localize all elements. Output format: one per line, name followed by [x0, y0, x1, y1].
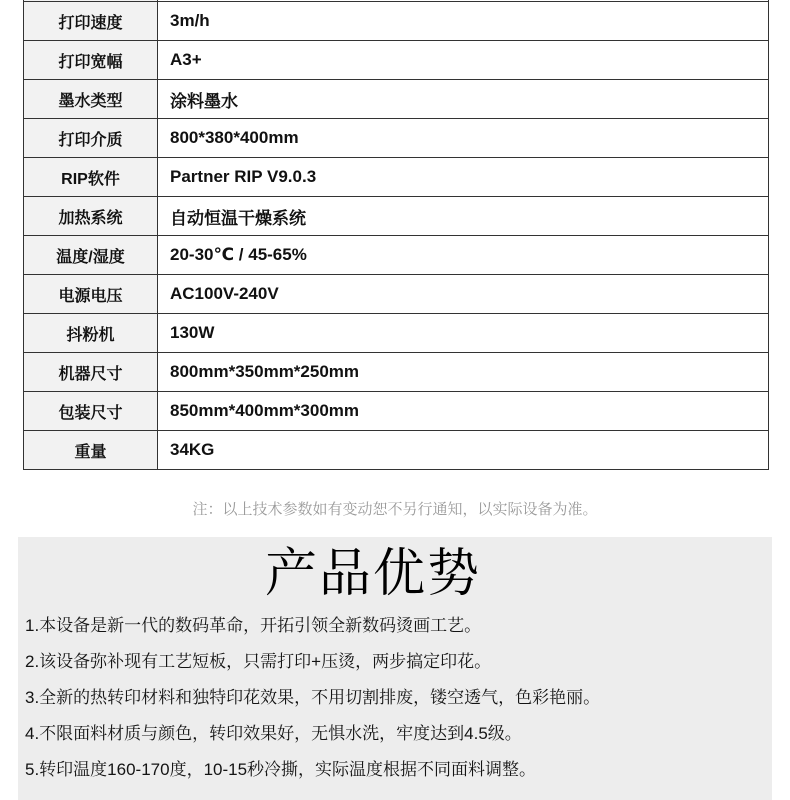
- spec-label: 打印介质: [24, 119, 158, 158]
- spec-value: 130W: [158, 314, 769, 353]
- spec-label: 包装尺寸: [24, 392, 158, 431]
- spec-row: [24, 2, 769, 41]
- spec-label: 温度/湿度: [24, 236, 158, 275]
- spec-value: 850mm*400mm*300mm: [158, 392, 769, 431]
- spec-row: [24, 197, 769, 236]
- spec-value: 涂料墨水: [158, 80, 769, 119]
- spec-value: AC100V-240V: [158, 275, 769, 314]
- spec-row: [24, 314, 769, 353]
- spec-table: [23, 0, 769, 470]
- spec-label: 抖粉机: [24, 314, 158, 353]
- spec-value: 自动恒温干燥系统: [158, 197, 769, 236]
- spec-value: 800mm*350mm*250mm: [158, 353, 769, 392]
- advantage-item: 4.不限面料材质与颜色，转印效果好，无惧水洗，牢度达到4.5级。: [25, 724, 522, 743]
- advantage-item: 3.全新的热转印材料和独特印花效果，不用切割排废，镂空透气，色彩艳丽。: [25, 688, 601, 707]
- spec-value: A3+: [158, 41, 769, 80]
- spec-value: 34KG: [158, 431, 769, 470]
- spec-value: 3m/h: [158, 2, 769, 41]
- disclaimer-note: 注：以上技术参数如有变动恕不另行通知，以实际设备为准。: [192, 501, 598, 518]
- spec-row: [24, 392, 769, 431]
- spec-row: [24, 119, 769, 158]
- spec-row: [24, 236, 769, 275]
- spec-label: 墨水类型: [24, 80, 158, 119]
- spec-label: 打印速度: [24, 2, 158, 41]
- advantages-list: [25, 615, 766, 795]
- advantage-item: 1.本设备是新一代的数码革命，开拓引领全新数码烫画工艺。: [25, 616, 482, 635]
- section-title: 产品优势: [264, 545, 481, 603]
- spec-value: Partner RIP V9.0.3: [158, 158, 769, 197]
- spec-label: 打印宽幅: [24, 41, 158, 80]
- spec-row: [24, 353, 769, 392]
- spec-label: RIP软件: [24, 158, 158, 197]
- spec-label: 加热系统: [24, 197, 158, 236]
- spec-label: 电源电压: [24, 275, 158, 314]
- advantages-section: [18, 537, 772, 800]
- spec-row: [24, 158, 769, 197]
- spec-row: [24, 41, 769, 80]
- spec-label: 重量: [24, 431, 158, 470]
- spec-row: [24, 275, 769, 314]
- spec-label: 机器尺寸: [24, 353, 158, 392]
- spec-value: 800*380*400mm: [158, 119, 769, 158]
- advantage-item: 2.该设备弥补现有工艺短板，只需打印+压烫，两步搞定印花。: [25, 652, 492, 671]
- spec-row: [24, 431, 769, 470]
- spec-row: [24, 80, 769, 119]
- spec-value: 20-30℃ / 45-65%: [158, 236, 769, 275]
- advantage-item: 5.转印温度160-170度，10-15秒冷撕，实际温度根据不同面料调整。: [25, 760, 537, 779]
